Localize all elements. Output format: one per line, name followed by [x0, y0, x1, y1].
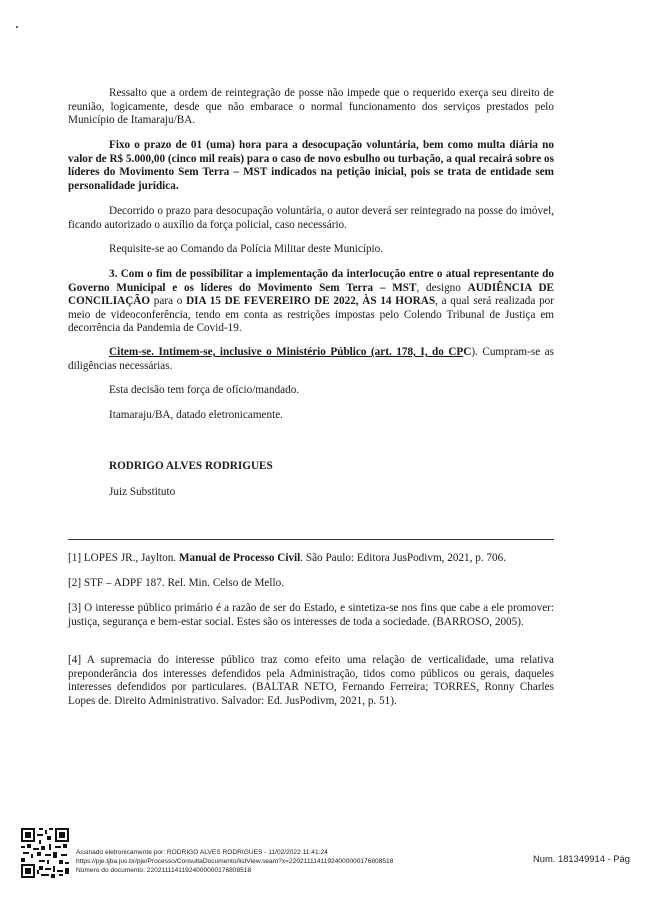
electronic-signature-info — [76, 848, 393, 876]
paragraph-reuniao: Ressalto que a ordem de reintegração de posse não impede que o requerido exerça seu direito de reunião, logicamente, desde que não embarace o normal funcionamento dos serviços prestados pelo Município de Itamaraju/BA. — [68, 87, 554, 127]
audiencia-text-3: , a qual será realizada por meio de videoconferência, tendo em conta as restrições impostas pelo Colendo Tribunal de Justiça em decorrência da Pandemia de Covid-19. — [68, 295, 554, 335]
paragraph-reintegracao: Decorrido o prazo para desocupação voluntária, o autor deverá ser reintegrado na posse do imóvel, ficando autorizado o auxílio da força policial, caso necessário. — [68, 205, 554, 231]
footnote-2: [2] STF – ADPF 187. Rel. Min. Celso de Mello. — [68, 577, 284, 589]
page-number: Num. 181349914 - Pág — [533, 853, 630, 864]
footnote-1-pre: [1] LOPES JR., Jaylton. — [68, 552, 179, 564]
scan-speck — [16, 26, 18, 28]
audiencia-date: DIA 15 DE FEVEREIRO DE 2022, ÀS 14 HORAS — [186, 295, 436, 308]
audiencia-intro: 3. Com o fim de possibilitar a implementação da interlocução entre o atual representante do Governo Municipal e os líderes do Movimento Sem Terra – MST — [68, 268, 554, 294]
footnote-1 — [68, 552, 554, 566]
paragraph-citacao — [68, 346, 554, 373]
qr-code-icon — [21, 828, 69, 878]
paragraph-oficio: Esta decisão tem força de ofício/mandado. — [109, 384, 300, 396]
citacao-underlined: Citem-se. Intimem-se, inclusive o Ministério Público (art. 178, I, do CP — [109, 346, 464, 358]
citacao-rest: ). Cumpram-se as diligências necessárias. — [68, 346, 554, 372]
paragraph-audiencia — [68, 268, 554, 336]
footnote-3: [3] O interesse público primário é a razão de ser do Estado, e sintetiza-se nos fins que cabe a ele promover: justiça, segurança e bem-estar social. Estes são os interesses de toda a sociedade. (BARROSO, 2005). — [68, 602, 554, 628]
document-number: Número do documento: 22021111411924000000176808518 — [76, 867, 252, 875]
signer-name: RODRIGO ALVES RODRIGUES — [109, 460, 273, 472]
signed-by: Assinado eletronicamente por: RODRIGO ALVES RODRIGUES - 11/02/2022 11:41:24 — [76, 849, 328, 856]
paragraph-local-data: Itamaraju/BA, datado eletronicamente. — [109, 409, 283, 421]
citacao-c: C — [463, 346, 472, 358]
signer-role: Juiz Substituto — [109, 486, 176, 498]
footnote-1-title: Manual de Processo Civil — [178, 552, 301, 564]
footnote-divider — [68, 539, 554, 540]
paragraph-requisicao: Requisite-se ao Comando da Polícia Militar deste Município. — [109, 243, 384, 255]
footnote-4: [4] A supremacia do interesse público traz como efeito uma relação de verticalidade, uma relativa preponderância dos interesses defendidos pela Administração, tidos como públicos ou gerais, daqueles interesses defendidos por particulares. (BALTAR NETO, Fernando Ferreira; TORRES, Ronny Charles Lopes de. Direito Administrativo. Salvador: Ed. JusPodivm, 2021, p. 51). — [68, 654, 554, 707]
audiencia-label: AUDIÊNCIA DE CONCILIAÇÃO — [68, 281, 554, 308]
audiencia-text-1: , designo — [416, 281, 468, 294]
document-url[interactable]: https://pje.tjba.jus.br/pje/Processo/ConsultaDocumento/listView.seam?x=22021111411924000000176808518 — [76, 858, 394, 866]
paragraph-prazo-multa: Fixo o prazo de 01 (uma) hora para a desocupação voluntária, bem como multa diária no valor de R$ 5.000,00 (cinco mil reais) para o caso de novo esbulho ou turbação, a qual recairá sobre os líderes do Movimento Sem Terra – MST indicados na petição inicial, pois se trata de entidade sem personalidade jurídica. — [68, 139, 554, 192]
footnote-1-post: . São Paulo: Editora JusPodivm, 2021, p. 706. — [300, 552, 506, 564]
audiencia-text-2: para o — [150, 295, 187, 308]
